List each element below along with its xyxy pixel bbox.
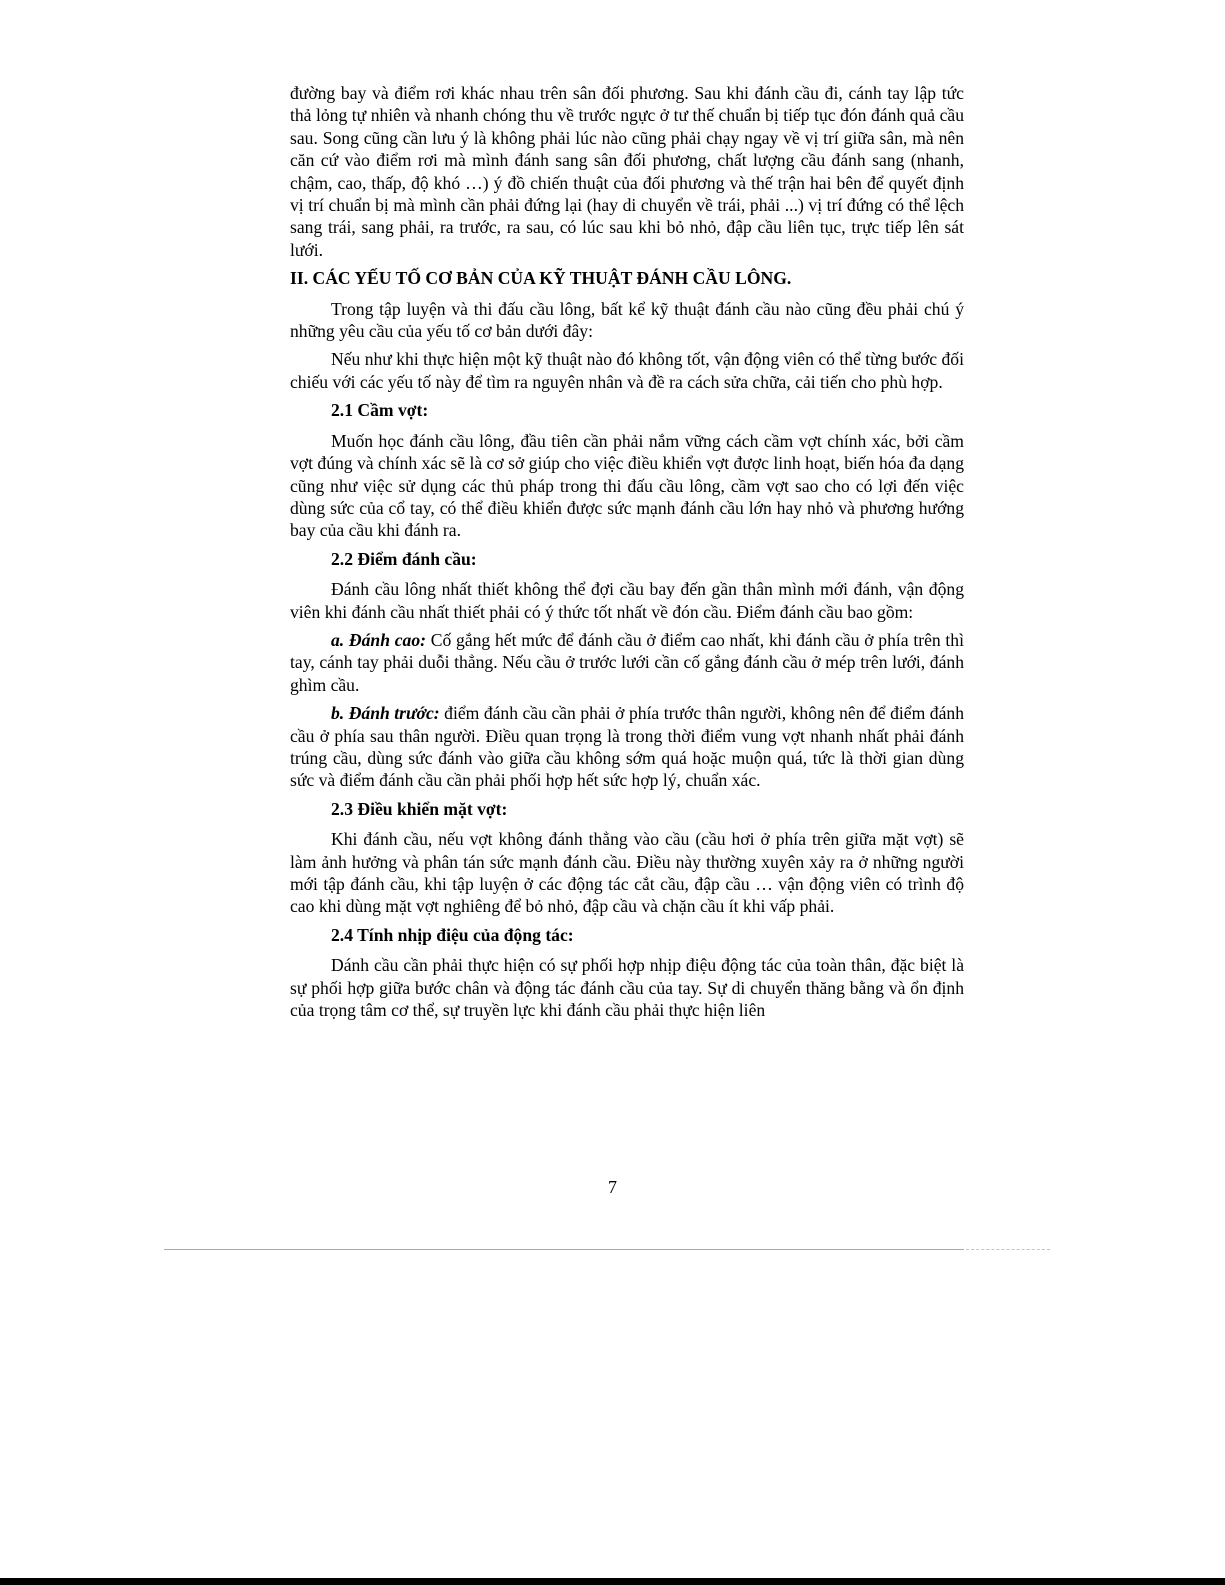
section-paragraph-1: Trong tập luyện và thi đấu cầu lông, bất kể kỹ thuật đánh cầu nào cũng đều phải chú ý những yêu cầu của yếu tố cơ bản dưới đây: (290, 298, 964, 342)
section-paragraph-2: Nếu như khi thực hiện một kỹ thuật nào đó không tốt, vận động viên có thể từng bước đối chiếu với các yếu tố này để tìm ra nguyên nhân và đề ra cách sửa chữa, cải tiến cho phù hợp. (290, 349, 964, 392)
bottom-edge-bar (0, 1578, 1225, 1585)
subheading-2-2: 2.2 Điểm đánh cầu: (331, 548, 477, 569)
paragraph-2-1: Muốn học đánh cầu lông, đầu tiên cần phải nắm vững cách cầm vợt chính xác, bởi cầm vợt đúng và chính xác sẽ là cơ sở giúp cho việc điều khiển vợt được linh hoạt, biến hóa đa dạng cũng như việc sử dụng các thủ pháp trong thi đấu cầu lông, cầm vợt sao cho có lợi đến việc dùng sức của cổ tay, có thể điều khiển được sức mạnh đánh cầu lớn hay nhỏ và phương hướng bay của cầu khi đánh ra. (290, 430, 964, 541)
subheading-2-4: 2.4 Tính nhịp điệu của động tác: (331, 924, 574, 945)
page-footer-divider-dashed (966, 1249, 1050, 1250)
document-page (290, 82, 964, 1027)
paragraph-2-2: Đánh cầu lông nhất thiết không thể đợi cầu bay đến gần thân mình mới đánh, vận động viên khi đánh cầu nhất thiết phải có ý thức tốt nhất về đón cầu. Điểm đánh cầu bao gồm: (290, 579, 964, 622)
subheading-2-3: 2.3 Điều khiển mặt vợt: (331, 798, 508, 819)
section-heading: II. CÁC YẾU TỐ CƠ BẢN CỦA KỸ THUẬT ĐÁNH CẦU LÔNG. (290, 268, 792, 289)
paragraph-b-text: điểm đánh cầu cần phải ở phía trước thân người, không nên để điểm đánh cầu ở phía sau thân người. Điều quan trọng là trong thời điểm vung vợt nhanh nhất phải đánh trúng cầu, dùng sức đánh vào giữa cầu không sớm quá hoặc muộn quá, tức là thời gian dùng sức và điểm đánh cầu cần phải phối hợp hết sức hợp lý, chuẩn xác. (290, 703, 964, 791)
intro-paragraph: đường bay và điểm rơi khác nhau trên sân đối phương. Sau khi đánh cầu đi, cánh tay lập tức thả lỏng tự nhiên và nhanh chóng thu về trước ngực ở tư thế chuẩn bị tiếp tục đón đánh quả cầu sau. Song cũng cần lưu ý là không phải lúc nào cũng phải chạy ngay về vị trí giữa sân, mà nên căn cứ vào điểm rơi mà mình đánh sang sân đối phương, chất lượng cầu đánh sang (nhanh, chậm, cao, thấp, độ khó …) ý đồ chiến thuật của đối phương và thế trận hai bên để quyết định vị trí chuẩn bị mà mình cần phải đứng lại (hay di chuyển về trái, phải ...) vị trí đứng có thể lệch sang trái, sang phải, ra trước, ra sau, có lúc sau khi bỏ nhỏ, đập cầu liên tục, trực tiếp lên sát lưới. (290, 83, 964, 260)
paragraph-b-lead: b. Đánh trước: (331, 703, 440, 724)
paragraph-a (290, 629, 964, 696)
page-number: 7 (608, 1177, 617, 1197)
paragraph-2-4: Dánh cầu cần phải thực hiện có sự phối hợp nhịp điệu động tác của toàn thân, đặc biệt là sự phối hợp giữa bước chân và động tác đánh cầu của tay. Sự di chuyển thăng bằng và ổn định của trọng tâm cơ thể, sự truyền lực khi đánh cầu phải thực hiện liên (290, 955, 964, 1021)
paragraph-2-3: Khi đánh cầu, nếu vợt không đánh thẳng vào cầu (cầu hơi ở phía trên giữa mặt vợt) sẽ làm ảnh hưởng và phân tán sức mạnh đánh cầu. Điều này thường xuyên xảy ra ở những người mới tập đánh cầu, khi tập luyện ở các động tác cắt cầu, đập cầu … vận động viên có trình độ cao khi dùng mặt vợt nghiêng để bỏ nhỏ, đập cầu và chặn cầu ít khi vấp phải. (290, 829, 964, 917)
paragraph-b (290, 702, 964, 792)
paragraph-a-lead: a. Đánh cao: (331, 629, 427, 650)
subheading-2-1: 2.1 Cầm vợt: (331, 400, 429, 421)
paragraph-a-text: Cố gắng hết mức để đánh cầu ở điểm cao nhất, khi đánh cầu ở phía trên thì tay, cánh tay phải duỗi thẳng. Nếu cầu ở trước lưới cần cố gắng đánh cầu ở mép trên lưới, đánh ghìm cầu. (290, 629, 964, 695)
page-footer-divider (164, 1249, 964, 1250)
